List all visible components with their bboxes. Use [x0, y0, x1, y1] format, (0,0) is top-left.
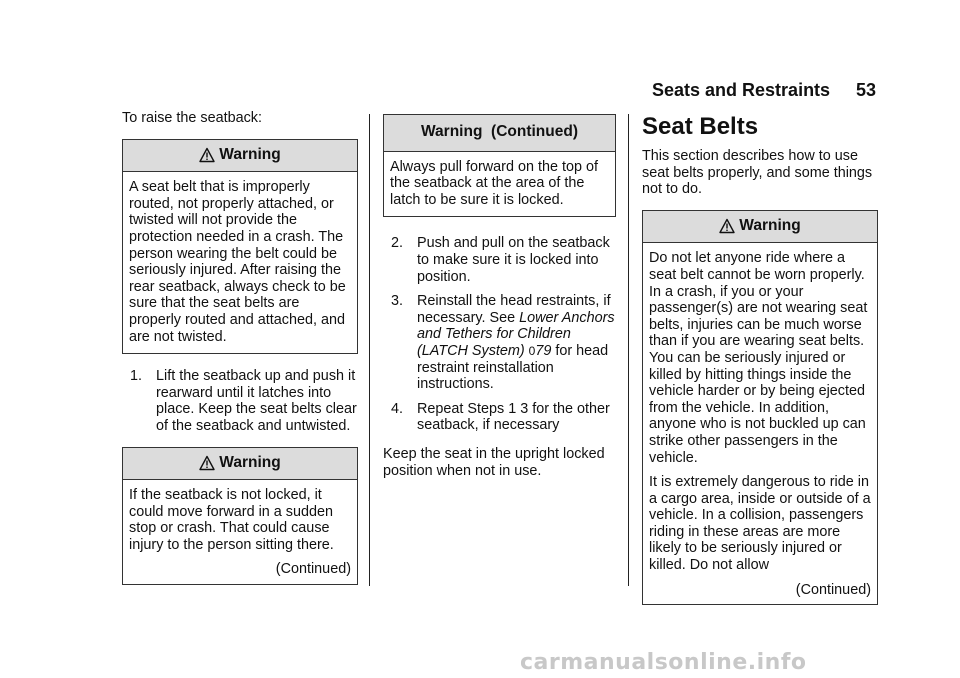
warning-text: A seat belt that is improperly routed, not properly attached, or twisted will not provide the protection needed in a crash. The person wearing the belt could be seriously injured. After raising the rear seatback, always check to be sure that the seat belts are properly routed and attached, and are not twisted.: [129, 179, 346, 345]
raise-intro: To raise the seatback:: [122, 110, 262, 126]
cross-reference-link[interactable]: Lower Anchors and Tethers for Children (LATCH System): [417, 309, 615, 359]
warning-box-3: [642, 210, 878, 605]
warning-text: Do not let anyone ride where a seat belt cannot be worn properly. In a crash, if you or your passenger(s) are not wearing seat belts, injuries can be much worse than if you are wearing seat belts. You can be seriously injured or killed by hitting things inside the vehicle harder or by being ejected from the vehicle. In addition, anyone who is not buckled up can strike other passengers in the vehicle.: [649, 250, 868, 466]
continued-label: (Continued): [795, 581, 871, 598]
watermark: carmanualsonline.info: [520, 650, 807, 675]
column-divider-2: [628, 114, 629, 586]
warning-header: [643, 211, 877, 244]
warning-title: Warning (Continued): [421, 123, 578, 140]
warning-body: [123, 480, 357, 584]
steps-list: [383, 235, 616, 434]
section-name: Seats and Restraints: [652, 80, 831, 100]
page-header: [652, 80, 876, 101]
page-ref-icon: 0: [528, 343, 536, 358]
step-text: Push and pull on the seatback to make sure it is locked into position.: [417, 235, 610, 285]
warning-box-2: [122, 447, 358, 586]
warning-header: [123, 140, 357, 173]
section-title: Seat Belts: [642, 113, 759, 140]
warning-text: If the seatback is not locked, it could move forward in a sudden stop or crash. That could cause injury to the person sitting there.: [129, 487, 334, 553]
warning-box-continued: [383, 114, 616, 217]
page-ref-number[interactable]: 79: [535, 342, 552, 359]
warning-title: Warning: [219, 145, 281, 163]
warning-text: It is extremely dangerous to ride in a cargo area, inside or outside of a vehicle. In a collision, passengers riding in these areas are more likely to be seriously injured or killed. Do not allow: [649, 474, 871, 574]
warning-triangle-icon: [719, 218, 735, 234]
column-divider-1: [369, 114, 370, 586]
step-text: Lift the seatback up and push it rearward until it latches into place. Keep the seat belts clear of the seatback and untwisted.: [156, 368, 357, 434]
column-2: [383, 114, 616, 491]
step-text-pre: Reinstall the head restraints, if necessary. See: [417, 293, 611, 326]
page-number: 53: [855, 80, 876, 100]
warning-body: [384, 152, 615, 217]
step-text-post: for head restraint reinstallation instructions.: [417, 342, 609, 393]
step-text: Repeat Steps 1 3 for the other seatback, if necessary: [417, 400, 610, 434]
warning-triangle-icon: [199, 455, 215, 471]
list-item: [391, 401, 616, 434]
continued-label: (Continued): [275, 561, 351, 578]
list-item: [391, 293, 616, 393]
list-item: [130, 368, 358, 434]
warning-box-1: [122, 139, 358, 355]
warning-text: Always pull forward on the top of the seatback at the area of the latch to be sure it is locked.: [390, 158, 598, 208]
steps-list: [122, 368, 358, 434]
step-number: 1.: [130, 368, 143, 385]
column-1: [122, 110, 358, 599]
list-item: [391, 235, 616, 285]
column-3: [642, 114, 878, 619]
closing-text: Keep the seat in the upright locked position when not in use.: [383, 445, 605, 479]
warning-body: [123, 172, 357, 353]
warning-title: Warning: [739, 216, 801, 234]
warning-title: Warning: [219, 453, 281, 471]
step-number: 3.: [391, 293, 404, 310]
warning-header: [123, 448, 357, 481]
warning-header: [384, 115, 615, 152]
section-intro: This section describes how to use seat belts properly, and some things not to do.: [642, 148, 873, 198]
warning-body: [643, 243, 877, 604]
step-number: 2.: [391, 235, 404, 252]
warning-triangle-icon: [199, 147, 215, 163]
step-number: 4.: [391, 400, 404, 417]
